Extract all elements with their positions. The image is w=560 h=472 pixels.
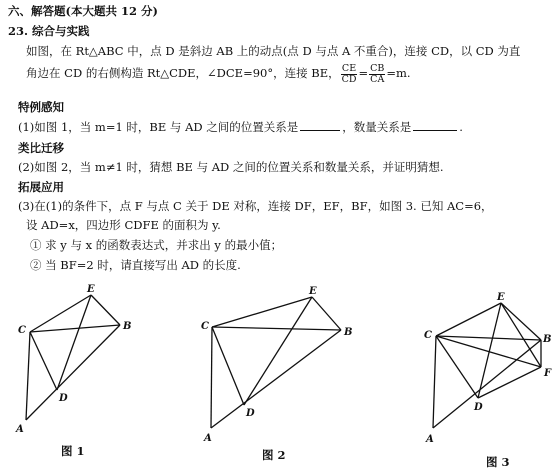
fig1-label-d: D: [59, 393, 68, 404]
question-3-line-2: 设 AD=x，四边形 CDFE 的面积为 y.: [26, 218, 221, 232]
figure-3-lines: [433, 303, 541, 428]
fraction-ce-cd-numerator: CE: [341, 62, 357, 74]
fig3-label-f: F: [544, 368, 552, 379]
problem-number-title: 23. 综合与实践: [8, 24, 90, 38]
fig3-label-e: E: [497, 292, 505, 303]
subheading-extension: 拓展应用: [18, 180, 64, 194]
question-3-part-ii: ② 当 BF=2 时，请直接写出 AD 的长度.: [30, 258, 241, 272]
fig1-label-c: C: [18, 325, 26, 336]
fig2-label-c: C: [201, 321, 209, 332]
fig3-label-d: D: [474, 402, 483, 413]
figure-1-lines: [26, 295, 120, 420]
subheading-special-case: 特例感知: [18, 100, 64, 114]
fig3-label-b: B: [543, 334, 552, 345]
intro-line-2-text: 角边在 CD 的右侧构造 Rt△CDE，∠DCE=90°，连接 BE，: [26, 66, 340, 80]
figure-2-caption: 图 2: [262, 448, 286, 462]
intro-line-1: 如图，在 Rt△ABC 中，点 D 是斜边 AB 上的动点(点 D 与点 A 不重合)，连接 CD，以 CD 为直: [26, 44, 521, 58]
fig2-label-a: A: [204, 433, 212, 444]
fraction-cb-ca-numerator: CB: [370, 62, 385, 74]
fig2-label-d: D: [246, 408, 255, 419]
question-2: (2)如图 2，当 m≠1 时，猜想 BE 与 AD 之间的位置关系和数量关系，并证明猜想.: [18, 160, 444, 174]
question-1-part-a: (1)如图 1，当 m=1 时，BE 与 AD 之间的位置关系是: [18, 120, 299, 134]
figure-1-caption: 图 1: [61, 444, 85, 458]
fig3-label-c: C: [424, 330, 432, 341]
question-1-part-c: .: [459, 120, 463, 134]
fig1-label-e: E: [87, 284, 95, 295]
question-3-part-i: ① 求 y 与 x 的函数表达式，并求出 y 的最小值；: [30, 238, 283, 252]
figure-2-lines: [211, 297, 341, 428]
question-3-line-1: (3)在(1)的条件下，点 F 与点 C 关于 DE 对称，连接 DF，EF，BF，如图 3. 已知 AC=6，: [18, 199, 493, 213]
fig1-label-a: A: [16, 424, 24, 435]
question-1-part-b: ，数量关系是: [342, 120, 412, 134]
fraction-cb-ca-denominator: CA: [370, 73, 385, 85]
equals-sign: =: [358, 66, 369, 80]
fig1-label-b: B: [123, 321, 132, 332]
subheading-analogy: 类比迁移: [18, 141, 64, 155]
figure-3-caption: 图 3: [486, 455, 510, 469]
fig3-label-a: A: [426, 434, 434, 445]
fig2-label-e: E: [309, 286, 317, 297]
section-heading: 六、解答题(本大题共 12 分): [8, 4, 158, 18]
intro-line-2-end: =m.: [386, 66, 411, 80]
fraction-ce-cd-denominator: CD: [341, 73, 357, 85]
fig2-label-b: B: [344, 327, 353, 338]
